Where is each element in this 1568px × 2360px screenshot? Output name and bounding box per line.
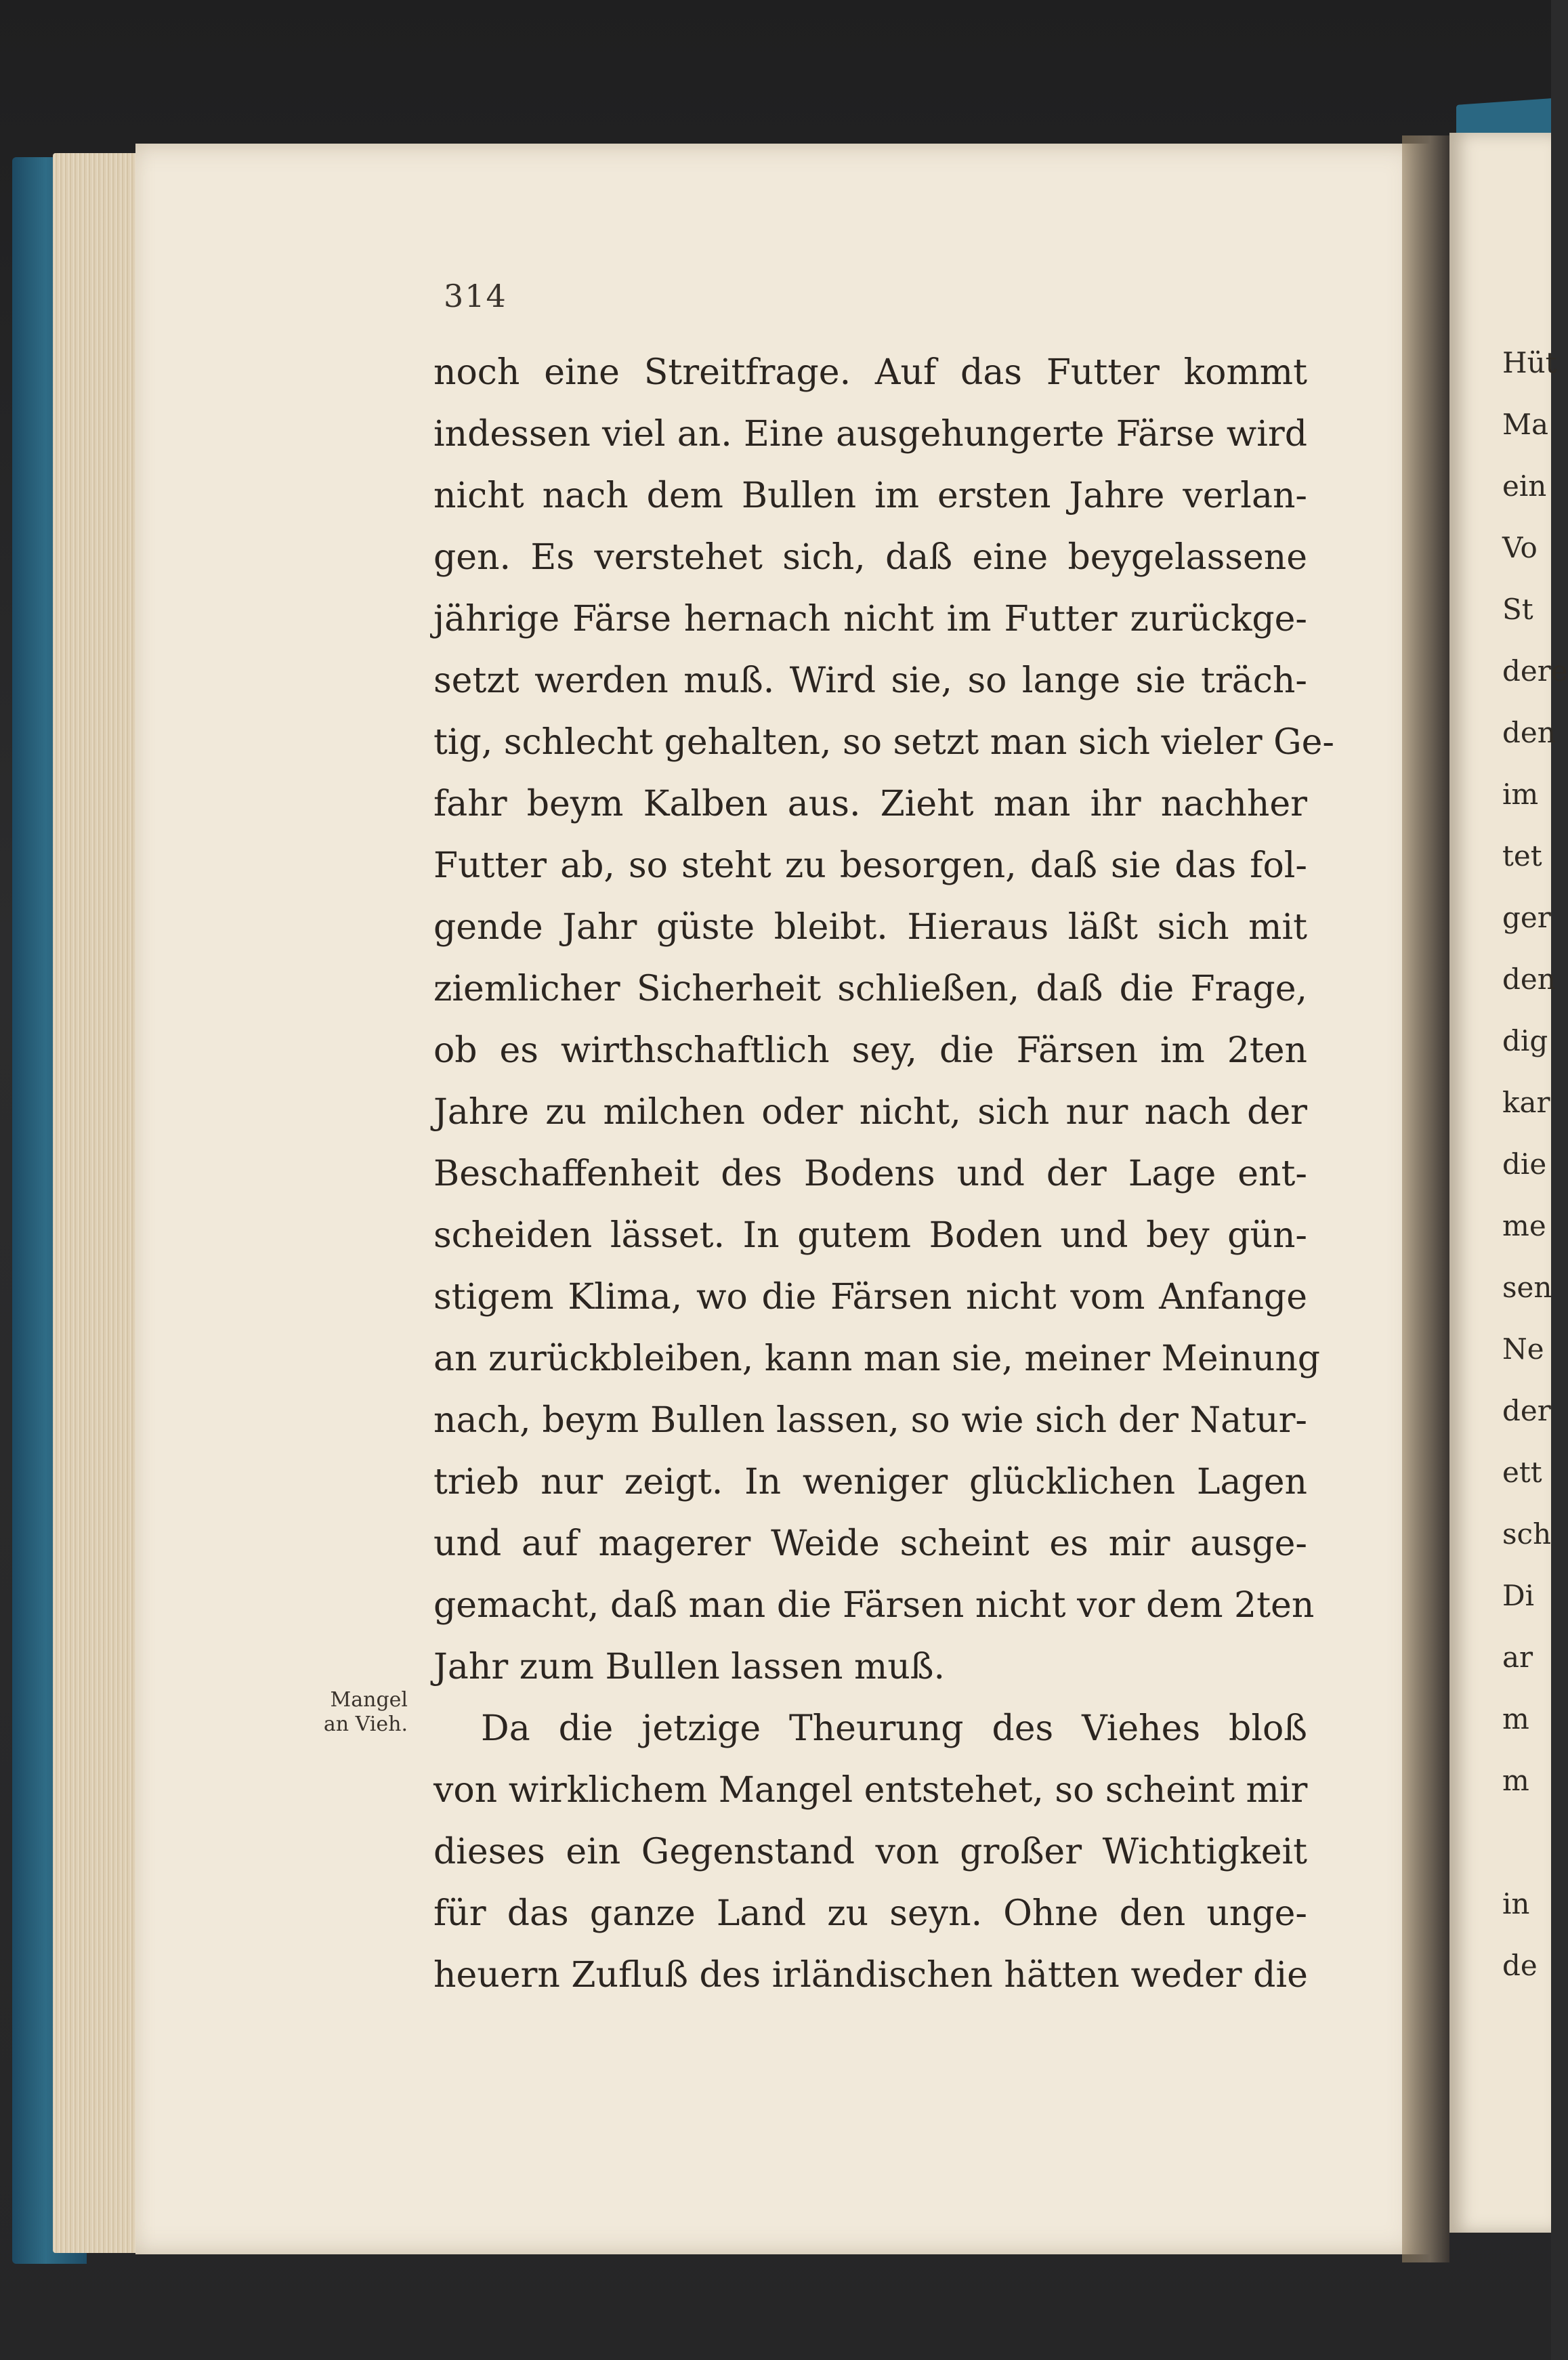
text-line: ob es wirthschaftlich sey, die Färsen im 2ten [433,1030,1307,1071]
text-line: fahr beym Kalben aus. Zieht man ihr nachher [433,784,1307,824]
facing-page-fragment: der [1502,1394,1551,1427]
text-line: nicht nach dem Bullen im ersten Jahre verlan- [433,476,1307,516]
facing-page-fragment: m [1502,1764,1529,1797]
text-line: Jahre zu milchen oder nicht, sich nur nach der [433,1092,1307,1133]
marginal-note-line: Mangel [330,1688,408,1712]
text-line: trieb nur zeigt. In weniger glücklichen Lagen [433,1462,1307,1502]
text-line: Jahr zum Bullen lassen muß. [433,1647,946,1687]
facing-page-fragment: sen [1502,1271,1552,1304]
facing-page-fragment: Ma [1502,408,1549,441]
facing-page-fragment [1502,1811,1551,1873]
facing-page-fragment: ger [1502,901,1551,934]
text-line: gen. Es verstehet sich, daß eine beygelassene [433,537,1307,578]
text-line: Da die jetzige Theurung des Viehes bloß [481,1708,1307,1749]
facing-page-fragment: im [1502,778,1539,811]
facing-page-fragment: Ne [1502,1332,1544,1366]
facing-page-fragment: Di [1502,1579,1535,1612]
facing-page-fragment: die [1502,1147,1547,1181]
facing-page-fragment: tet [1502,839,1542,872]
marginal-note [306,1688,408,1737]
text-line: ziemlicher Sicherheit schließen, daß die Frage, [433,969,1307,1009]
text-line: noch eine Streitfrage. Auf das Futter kommt [433,352,1307,393]
facing-page-fragment: den [1502,963,1556,996]
facing-page-text [1502,332,1568,1996]
facing-page-fragment: Hüt [1502,346,1557,379]
text-line: gende Jahr güste bleibt. Hieraus läßt sich mit [433,907,1307,948]
facing-page-fragment: in [1502,1887,1530,1920]
text-line: gemacht, daß man die Färsen nicht vor dem 2ten [433,1585,1315,1626]
book-gutter [1402,135,1449,2262]
text-line: an zurückbleiben, kann man sie, meiner Meinung [433,1339,1321,1379]
facing-page-fragment: kar [1502,1086,1550,1119]
text-line: Futter ab, so steht zu besorgen, daß sie das fol- [433,845,1307,886]
text-line: von wirklichem Mangel entstehet, so scheint mir [433,1770,1308,1811]
facing-page-fragment: ein [1502,469,1547,503]
facing-page-fragment: ett [1502,1456,1542,1489]
facing-page-fragment: dere [1502,654,1568,688]
facing-page-fragment: me [1502,1209,1546,1242]
text-line: scheiden lässet. In gutem Boden und bey gün- [433,1215,1307,1256]
facing-page-fragment: ar [1502,1641,1533,1674]
text-line: nach, beym Bullen lassen, so wie sich der Natur- [433,1400,1307,1441]
facing-page-fragment: St [1502,593,1533,626]
text-line: tig, schlecht gehalten, so setzt man sich vieler Ge- [433,722,1334,763]
facing-page-fragment: dig [1502,1024,1548,1057]
facing-page-fragment: m [1502,1702,1529,1735]
facing-page-fragment: sch [1502,1517,1552,1551]
text-line: jährige Färse hernach nicht im Futter zurückge- [433,599,1307,639]
text-line: und auf magerer Weide scheint es mir ausge- [433,1523,1307,1564]
text-line: stigem Klima, wo die Färsen nicht vom Anfange [433,1277,1307,1318]
text-line: Beschaffenheit des Bodens und der Lage ent- [433,1154,1307,1194]
body-text [433,342,1334,2006]
text-line: indessen viel an. Eine ausgehungerte Färse wird [433,414,1307,455]
text-line: dieses ein Gegenstand von großer Wichtigkeit [433,1832,1307,1872]
text-line: heuern Zufluß des irländischen hätten weder die [433,1955,1308,1996]
facing-page-fragment: den [1502,716,1556,749]
text-line: für das ganze Land zu seyn. Ohne den unge- [433,1893,1307,1934]
text-line: setzt werden muß. Wird sie, so lange sie träch- [433,660,1307,701]
facing-page-fragment: Vo [1502,531,1538,564]
page-number: 314 [444,278,507,314]
facing-page-fragment: de [1502,1949,1538,1982]
marginal-note-line: an Vieh. [323,1712,408,1736]
